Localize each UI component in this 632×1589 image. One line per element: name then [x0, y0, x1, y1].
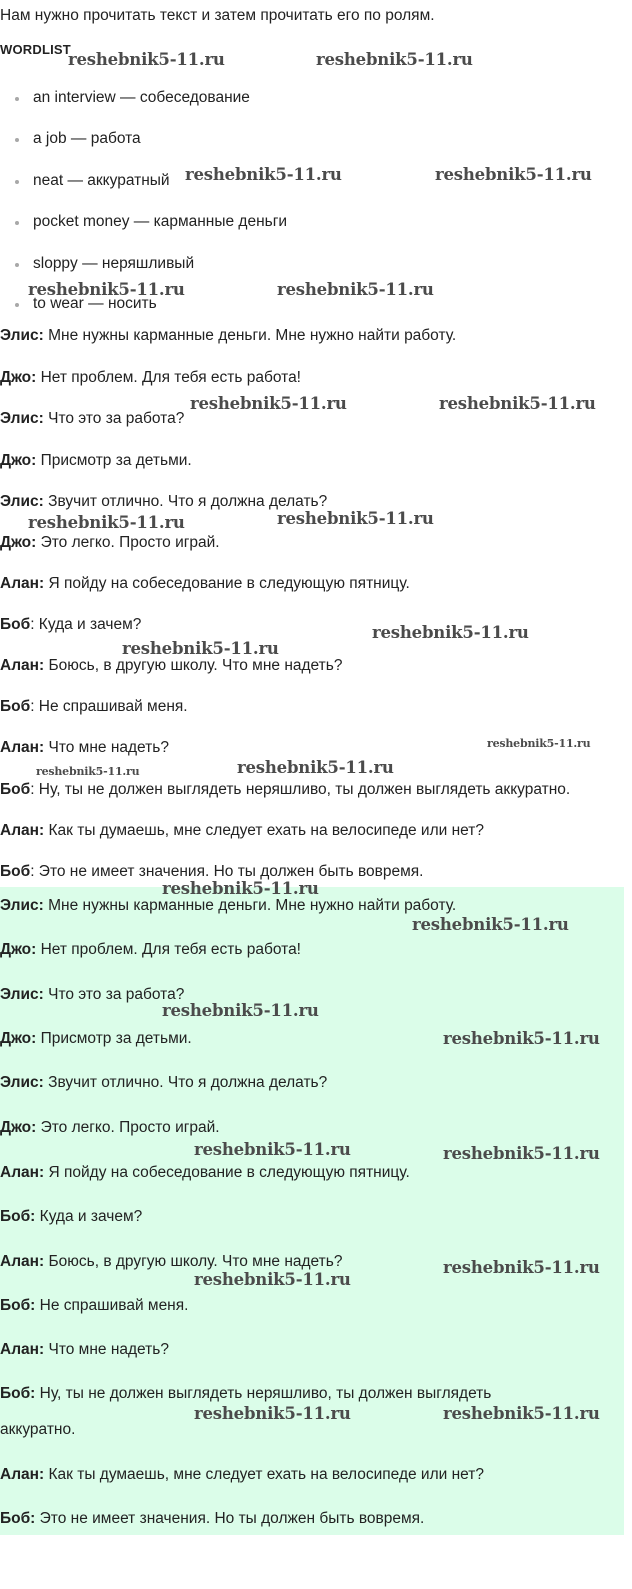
dialogue-line	[0, 1164, 410, 1182]
line-text: : Ну, ты не должен выглядеть неряшливо, ты должен выглядеть аккуратно.	[30, 781, 571, 798]
speaker-name: Алан:	[0, 1466, 45, 1483]
dialogue-line	[0, 781, 570, 799]
speaker-name: Боб	[0, 616, 31, 633]
speaker-name: Джо:	[0, 369, 37, 386]
dialogue-line	[0, 739, 169, 757]
line-text: Что это за работа?	[43, 986, 185, 1003]
speaker-name: Элис:	[0, 897, 44, 914]
dialogue-line-continuation	[0, 1421, 75, 1439]
dialogue-line	[0, 1297, 188, 1315]
dialogue-line	[0, 1341, 169, 1359]
dialogue-line	[0, 1074, 327, 1092]
watermark: reshebnik5-11.ru	[68, 50, 225, 69]
line-text: Звучит отлично. Что я должна делать?	[43, 1074, 328, 1091]
speaker-name: Джо:	[0, 1119, 37, 1136]
watermark: reshebnik5-11.ru	[277, 280, 434, 299]
dialogue-line	[0, 410, 184, 428]
line-text: Что это за работа?	[43, 410, 185, 427]
line-text: Боюсь, в другую школу. Что мне надеть?	[44, 657, 343, 674]
watermark: reshebnik5-11.ru	[122, 639, 279, 658]
line-text: Присмотр за детьми.	[36, 1030, 192, 1047]
watermark: reshebnik5-11.ru	[487, 737, 591, 750]
watermark: reshebnik5-11.ru	[162, 879, 319, 898]
dialogue-line	[0, 941, 301, 959]
watermark: reshebnik5-11.ru	[412, 915, 569, 934]
line-text: Боюсь, в другую школу. Что мне надеть?	[44, 1253, 343, 1270]
speaker-name: Элис:	[0, 986, 44, 1003]
dialogue-line	[0, 1253, 342, 1271]
watermark: reshebnik5-11.ru	[439, 394, 596, 413]
speaker-name: Джо:	[0, 452, 37, 469]
speaker-name: Джо:	[0, 1030, 37, 1047]
watermark: reshebnik5-11.ru	[194, 1404, 351, 1423]
line-text: : Не спрашивай меня.	[30, 698, 188, 715]
watermark: reshebnik5-11.ru	[372, 623, 529, 642]
line-text: Что мне надеть?	[44, 739, 169, 756]
watermark: reshebnik5-11.ru	[443, 1029, 600, 1048]
speaker-name: Элис:	[0, 327, 44, 344]
speaker-name: Джо:	[0, 941, 37, 958]
speaker-name: Боб:	[0, 1385, 36, 1402]
line-text: Ну, ты не должен выглядеть неряшливо, ты должен выглядеть	[35, 1385, 492, 1402]
watermark: reshebnik5-11.ru	[277, 509, 434, 528]
dialogue-line	[0, 369, 301, 387]
dialogue-line	[0, 1208, 142, 1226]
line-text: Нет проблем. Для тебя есть работа!	[36, 941, 301, 958]
watermark: reshebnik5-11.ru	[194, 1270, 351, 1289]
speaker-name: Боб:	[0, 1297, 36, 1314]
speaker-name: Алан:	[0, 1341, 45, 1358]
watermark: reshebnik5-11.ru	[194, 1140, 351, 1159]
line-text: Как ты думаешь, мне следует ехать на велосипеде или нет?	[44, 1466, 484, 1483]
line-text: Мне нужны карманные деньги. Мне нужно найти работу.	[43, 327, 457, 344]
watermark: reshebnik5-11.ru	[316, 50, 473, 69]
line-text: Я пойду на собеседование в следующую пятницу.	[44, 1164, 410, 1181]
speaker-name: Боб:	[0, 1510, 36, 1527]
speaker-name: Алан:	[0, 1253, 45, 1270]
watermark: reshebnik5-11.ru	[190, 394, 347, 413]
speaker-name: Алан:	[0, 657, 45, 674]
speaker-name: Боб	[0, 863, 31, 880]
dialogue-line	[0, 575, 410, 593]
dialogue-line	[0, 986, 184, 1004]
dialogue-line	[0, 1510, 424, 1528]
dialogue-line	[0, 822, 484, 840]
dialogue-line	[0, 897, 456, 915]
dialogue-line	[0, 452, 192, 470]
line-text: Не спрашивай меня.	[35, 1297, 189, 1314]
speaker-name: Боб	[0, 781, 31, 798]
wordlist-item: an interview — собеседование	[15, 89, 232, 107]
line-text: : Это не имеет значения. Но ты должен быть вовремя.	[30, 863, 424, 880]
watermark: reshebnik5-11.ru	[443, 1258, 600, 1277]
line-text: Это легко. Просто играй.	[36, 1119, 220, 1136]
dialogue-line	[0, 1466, 484, 1484]
line-text: Нет проблем. Для тебя есть работа!	[36, 369, 301, 386]
watermark: reshebnik5-11.ru	[28, 513, 185, 532]
dialogue-line	[0, 534, 220, 552]
dialogue-line	[0, 1119, 220, 1137]
line-text: Это не имеет значения. Но ты должен быть вовремя.	[35, 1510, 425, 1527]
line-text: Присмотр за детьми.	[36, 452, 192, 469]
watermark: reshebnik5-11.ru	[443, 1404, 600, 1423]
speaker-name: Боб	[0, 698, 31, 715]
line-text: Это легко. Просто играй.	[36, 534, 220, 551]
watermark: reshebnik5-11.ru	[237, 758, 394, 777]
wordlist-item: to wear — носить	[15, 295, 139, 313]
speaker-name: Алан:	[0, 575, 45, 592]
wordlist-title: WORDLIST	[0, 42, 71, 57]
speaker-name: Элис:	[0, 410, 44, 427]
dialogue-line	[0, 698, 188, 716]
watermark: reshebnik5-11.ru	[162, 1001, 319, 1020]
wordlist-item: pocket money — карманные деньги	[15, 213, 269, 231]
speaker-name: Алан:	[0, 822, 45, 839]
wordlist-item: neat — аккуратный	[15, 172, 152, 190]
line-text: Как ты думаешь, мне следует ехать на велосипеде или нет?	[44, 822, 484, 839]
speaker-name: Джо:	[0, 534, 37, 551]
watermark: reshebnik5-11.ru	[36, 765, 140, 778]
watermark: reshebnik5-11.ru	[443, 1144, 600, 1163]
speaker-name: Элис:	[0, 493, 44, 510]
line-text: Я пойду на собеседование в следующую пятницу.	[44, 575, 410, 592]
line-text: Куда и зачем?	[35, 1208, 143, 1225]
line-text: аккуратно.	[0, 1421, 76, 1438]
dialogue-line	[0, 616, 141, 634]
intro-text: Нам нужно прочитать текст и затем прочитать его по ролям.	[0, 7, 435, 24]
line-text: Звучит отлично. Что я должна делать?	[43, 493, 328, 510]
wordlist-item: a job — работа	[15, 130, 123, 148]
line-text: Что мне надеть?	[44, 1341, 169, 1358]
watermark: reshebnik5-11.ru	[28, 280, 185, 299]
line-text: : Куда и зачем?	[30, 616, 142, 633]
watermark: reshebnik5-11.ru	[185, 165, 342, 184]
wordlist-item: sloppy — неряшливый	[15, 255, 176, 273]
line-text: Мне нужны карманные деньги. Мне нужно найти работу.	[43, 897, 457, 914]
dialogue-line	[0, 1385, 491, 1403]
speaker-name: Элис:	[0, 1074, 44, 1091]
dialogue-line	[0, 1030, 192, 1048]
speaker-name: Алан:	[0, 1164, 45, 1181]
dialogue-line	[0, 657, 342, 675]
watermark: reshebnik5-11.ru	[435, 165, 592, 184]
dialogue-line	[0, 327, 456, 345]
speaker-name: Алан:	[0, 739, 45, 756]
speaker-name: Боб:	[0, 1208, 36, 1225]
